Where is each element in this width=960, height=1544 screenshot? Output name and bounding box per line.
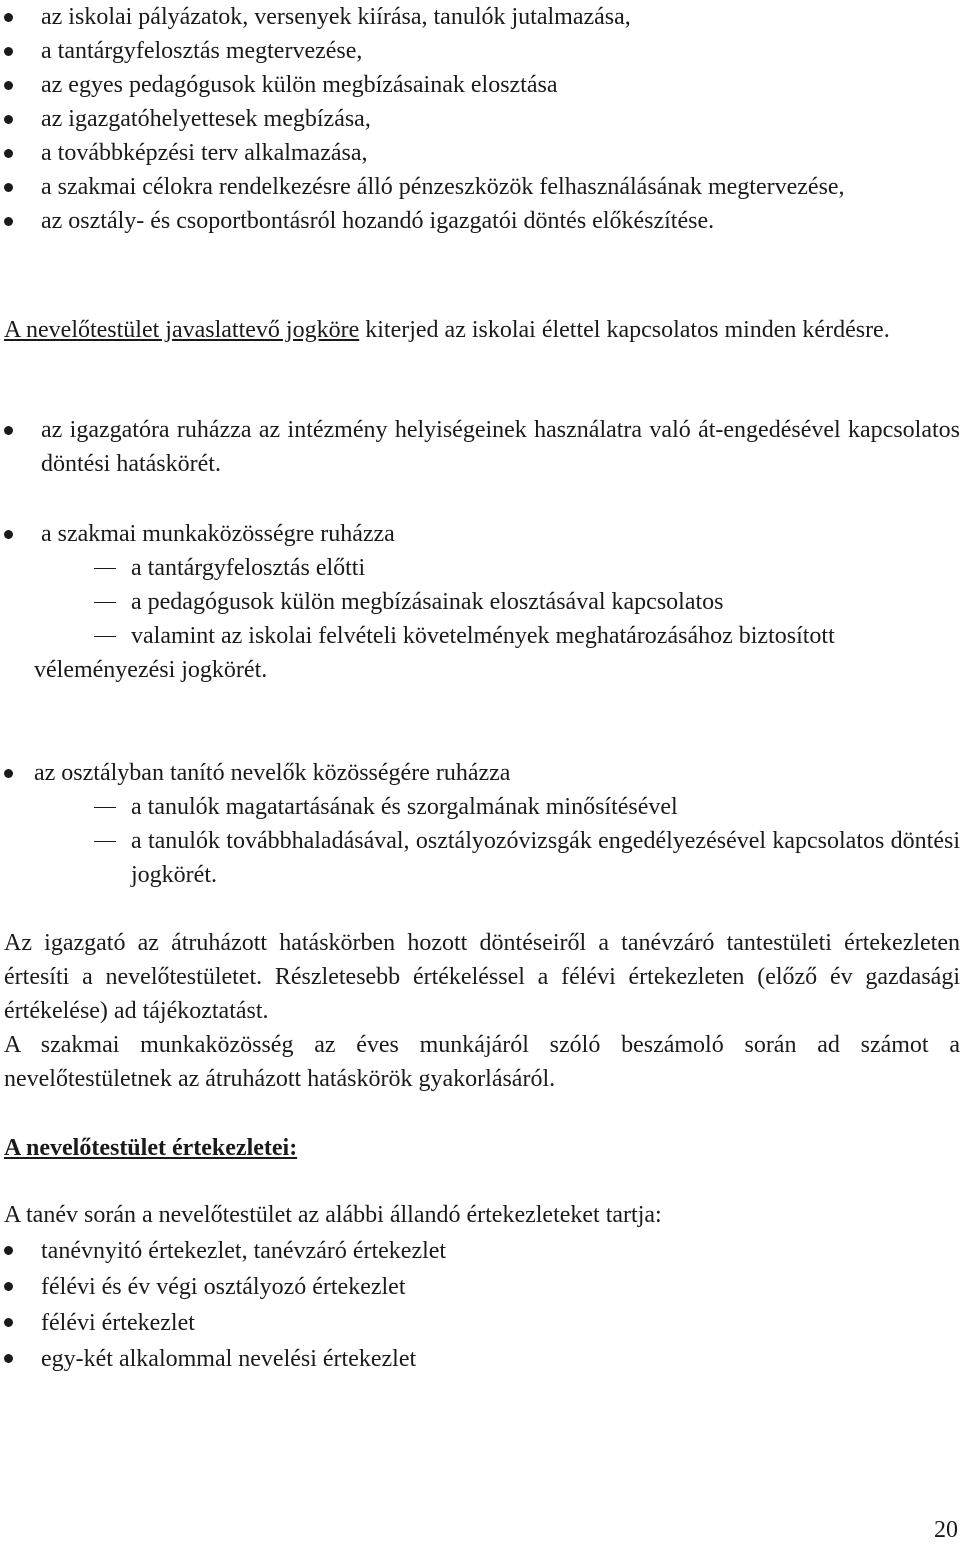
closing-text: véleményezési jogkörét. [34,657,268,683]
list-item: félévi értekezlet [0,1305,960,1341]
dash-item: a tanulók továbbhaladásával, osztályozóvizsgák engedélyezésével kapcsolatos döntési jogkörét. [0,824,960,892]
section-heading [4,1131,297,1165]
duties-list [0,0,960,238]
list-item: az igazgatóhelyettesek megbízása, [0,102,960,136]
underlined-phrase: A nevelőtestület javaslattevő jogköre [4,317,360,343]
list-item: egy-két alkalommal nevelési értekezlet [0,1341,960,1377]
munkakozosseg-intro-list [0,517,960,551]
list-item: az egyes pedagógusok külön megbízásainak elosztása [0,68,960,102]
dash-item: valamint az iskolai felvételi követelmények meghatározásához biztosított [0,619,960,653]
list-item: az igazgatóra ruházza az intézmény helyiségeinek használatra való át-engedésével kapcsolatos döntési hatáskörét. [0,413,960,481]
osztaly-dash-list [0,790,960,892]
list-item: tanévnyitó értekezlet, tanévzáró értekezlet [0,1233,960,1269]
heading-text: A nevelőtestület értekezletei: [4,1135,298,1161]
list-item: az iskolai pályázatok, versenyek kiírása, tanulók jutalmazása, [0,0,960,34]
meetings-list [0,1233,960,1377]
dash-item: a tantárgyfelosztás előtti [0,551,960,585]
page-number: 20 [934,1517,958,1543]
list-item: a szakmai célokra rendelkezésre álló pénzeszközök felhasználásának megtervezése, [0,170,960,204]
tanev-paragraph: A tanév során a nevelőtestület az alábbi állandó értekezleteket tartja: [4,1202,662,1228]
munkakozosseg-dash-list [0,551,960,653]
list-item: az osztály- és csoportbontásról hozandó igazgatói döntés előkészítése. [0,204,960,238]
munkakozosseg-section [0,517,960,687]
osztaly-intro-list [0,756,960,790]
list-item: félévi és év végi osztályozó értekezlet [0,1269,960,1305]
dash-item: a pedagógusok külön megbízásainak elosztásával kapcsolatos [0,585,960,619]
osztaly-section [0,756,960,892]
munkakozosseg-paragraph: A szakmai munkaközösség az éves munkájáról szóló beszámoló során ad számot a nevelőtestületnek az átruházott hatáskörök gyakorlásáról. [4,1032,960,1092]
dash-item: a tanulók magatartásának és szorgalmának minősítésével [0,790,960,824]
list-item: az osztályban tanító nevelők közösségére ruházza [0,756,960,790]
igazgato-paragraph: Az igazgató az átruházott hatáskörben hozott döntéseiről a tanévzáró tantestületi értekezleten értesíti a nevelőtestületet. Részletesebb értékeléssel a félévi értekezleten (előző év gazdasági értékelése) ad tájékoztatást. [4,930,960,1024]
list-item: a tantárgyfelosztás megtervezése, [0,34,960,68]
list-item: a szakmai munkaközösségre ruházza [0,517,960,551]
igazgato-delegation-list [0,413,960,481]
nevelotestulet-paragraph [4,313,960,347]
paragraph-text: kiterjed az iskolai élettel kapcsolatos minden kérdésre. [359,317,890,343]
list-item: a továbbképzési terv alkalmazása, [0,136,960,170]
